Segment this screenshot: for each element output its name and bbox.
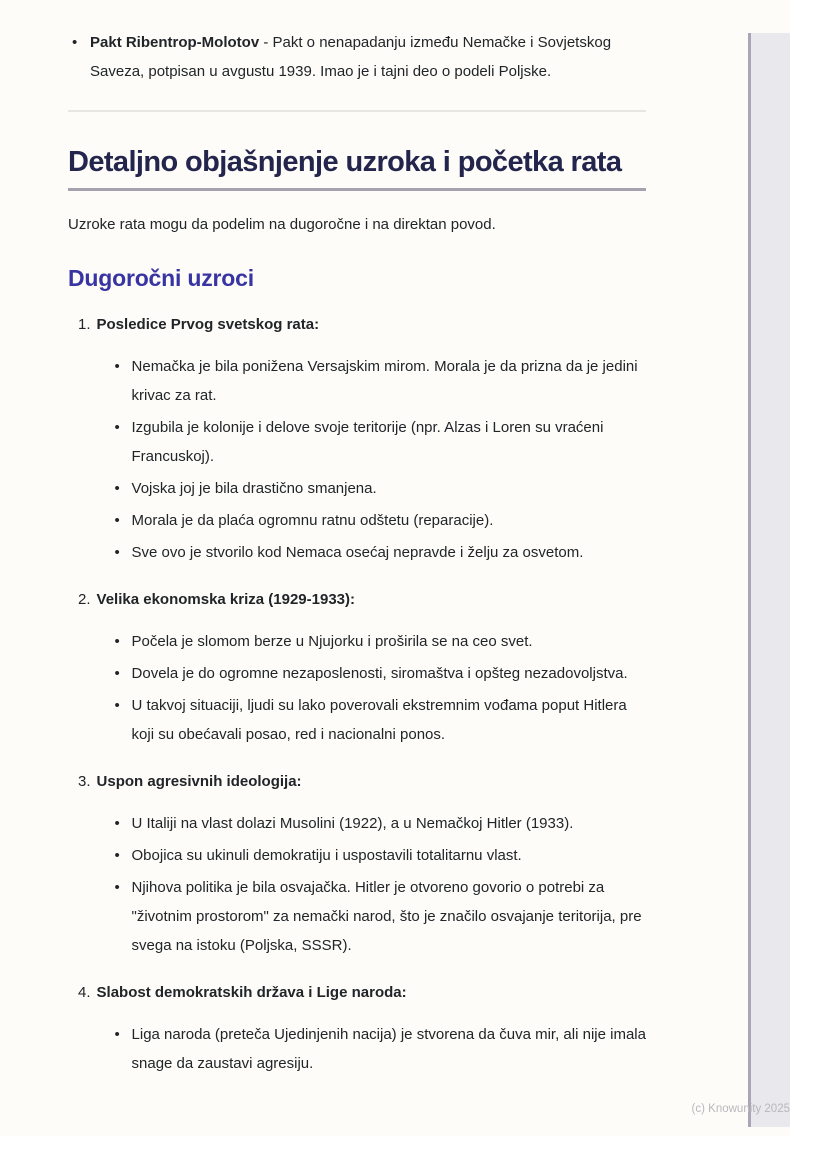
bullet-icon: • (114, 665, 120, 682)
document-content (68, 0, 646, 1078)
numbered-item (68, 310, 646, 567)
bullet-item (115, 506, 646, 535)
section-heading: Dugoročni uzroci (68, 265, 254, 291)
bullet-text: U takvoj situaciji, ljudi su lako poverovali ekstremnim vođama poput Hitlera koji su obećavali posao, red i nacionalni ponos. (131, 697, 627, 743)
section-divider (68, 110, 646, 112)
bullet-text: Vojska joj je bila drastično smanjena. (131, 480, 377, 497)
bullet-icon: • (114, 879, 120, 896)
page-title: Detaljno objašnjenje uzroka i početka rata (68, 146, 622, 178)
bullet-text: Njihova politika je bila osvajačka. Hitler je otvoreno govorio o potrebi za "životnim prostorom" za nemački narod, što je značilo osvajanje teritorija, pre svega na istoku (Poljska, SSSR). (131, 879, 642, 954)
bullet-item (115, 352, 646, 410)
bullet-text: Izgubila je kolonije i delove svoje teritorije (npr. Alzas i Loren su vraćeni Francuskoj). (131, 419, 604, 465)
intro-bullet-text (90, 28, 646, 86)
item-body (97, 310, 646, 567)
bullet-text: Počela je slomom berze u Njujorku i proširila se na ceo svet. (131, 633, 533, 650)
bullet-item (115, 841, 646, 870)
watermark: (c) Knowunity 2025 (691, 1103, 790, 1115)
bullet-item (115, 659, 646, 688)
bullet-text: Liga naroda (preteča Ujedinjenih nacija) je stvorena da čuva mir, ali nije imala snage da zaustavi agresiju. (131, 1026, 646, 1072)
item-title: Posledice Prvog svetskog rata: (96, 316, 320, 333)
numbered-list (68, 310, 646, 1078)
intro-bullet-rest: - Pakt o nenapadanju između Nemačke i Sovjetskog Saveza, potpisan u avgustu 1939. Imao je i tajni deo o podeli Poljske. (90, 34, 612, 80)
bullet-icon: • (114, 480, 120, 497)
bullet-icon: • (72, 34, 78, 51)
bullet-item (115, 1020, 646, 1078)
bullet-list (97, 352, 646, 567)
bullet-list (97, 627, 646, 749)
intro-bullet-term: Pakt Ribentrop-Molotov (90, 34, 260, 51)
bullet-text: Dovela je do ogromne nezaposlenosti, siromaštva i opšteg nezadovoljstva. (131, 665, 628, 682)
scrollbar[interactable] (748, 33, 790, 1127)
bullet-text: Obojica su ukinuli demokratiju i uspostavili totalitarnu vlast. (131, 847, 522, 864)
bullet-text: Sve ovo je stvorilo kod Nemaca osećaj nepravde i želju za osvetom. (131, 544, 584, 561)
bullet-text: U Italiji na vlast dolazi Musolini (1922), a u Nemačkoj Hitler (1933). (131, 815, 574, 832)
bullet-icon: • (114, 633, 120, 650)
bullet-icon: • (114, 815, 120, 832)
bullet-item (115, 538, 646, 567)
bullet-text: Nemačka je bila ponižena Versajskim mirom. Morala je da prizna da je jedini krivac za rat. (131, 358, 638, 404)
bullet-text: Morala je da plaća ogromnu ratnu odštetu (reparacije). (131, 512, 494, 529)
bullet-list (97, 809, 646, 960)
bullet-icon: • (114, 358, 120, 375)
bullet-item (115, 809, 646, 838)
item-body (97, 767, 646, 960)
item-number: 3. (78, 773, 91, 790)
bullet-icon: • (114, 544, 120, 561)
item-title: Slabost demokratskih država i Lige naroda: (96, 984, 407, 1001)
bullet-icon: • (114, 1026, 120, 1043)
bullet-item (115, 691, 646, 749)
intro-bullet-list (68, 28, 646, 86)
numbered-item (68, 585, 646, 749)
intro-paragraph: Uzroke rata mogu da podelim na dugoročne i na direktan povod. (68, 216, 496, 233)
title-underline (68, 188, 646, 191)
list-item (72, 28, 646, 86)
item-title: Velika ekonomska kriza (1929-1933): (96, 591, 356, 608)
item-number: 2. (78, 591, 91, 608)
bullet-list (97, 1020, 646, 1078)
bullet-icon: • (114, 697, 120, 714)
bullet-item (115, 413, 646, 471)
bullet-item (115, 627, 646, 656)
item-body (97, 585, 646, 749)
item-body (97, 978, 646, 1078)
bullet-item (115, 873, 646, 960)
item-title: Uspon agresivnih ideologija: (96, 773, 302, 790)
bullet-icon: • (114, 419, 120, 436)
numbered-item (68, 978, 646, 1078)
item-number: 1. (78, 316, 91, 333)
bullet-icon: • (114, 512, 120, 529)
numbered-item (68, 767, 646, 960)
bullet-icon: • (114, 847, 120, 864)
item-number: 4. (78, 984, 91, 1001)
bullet-item (115, 474, 646, 503)
